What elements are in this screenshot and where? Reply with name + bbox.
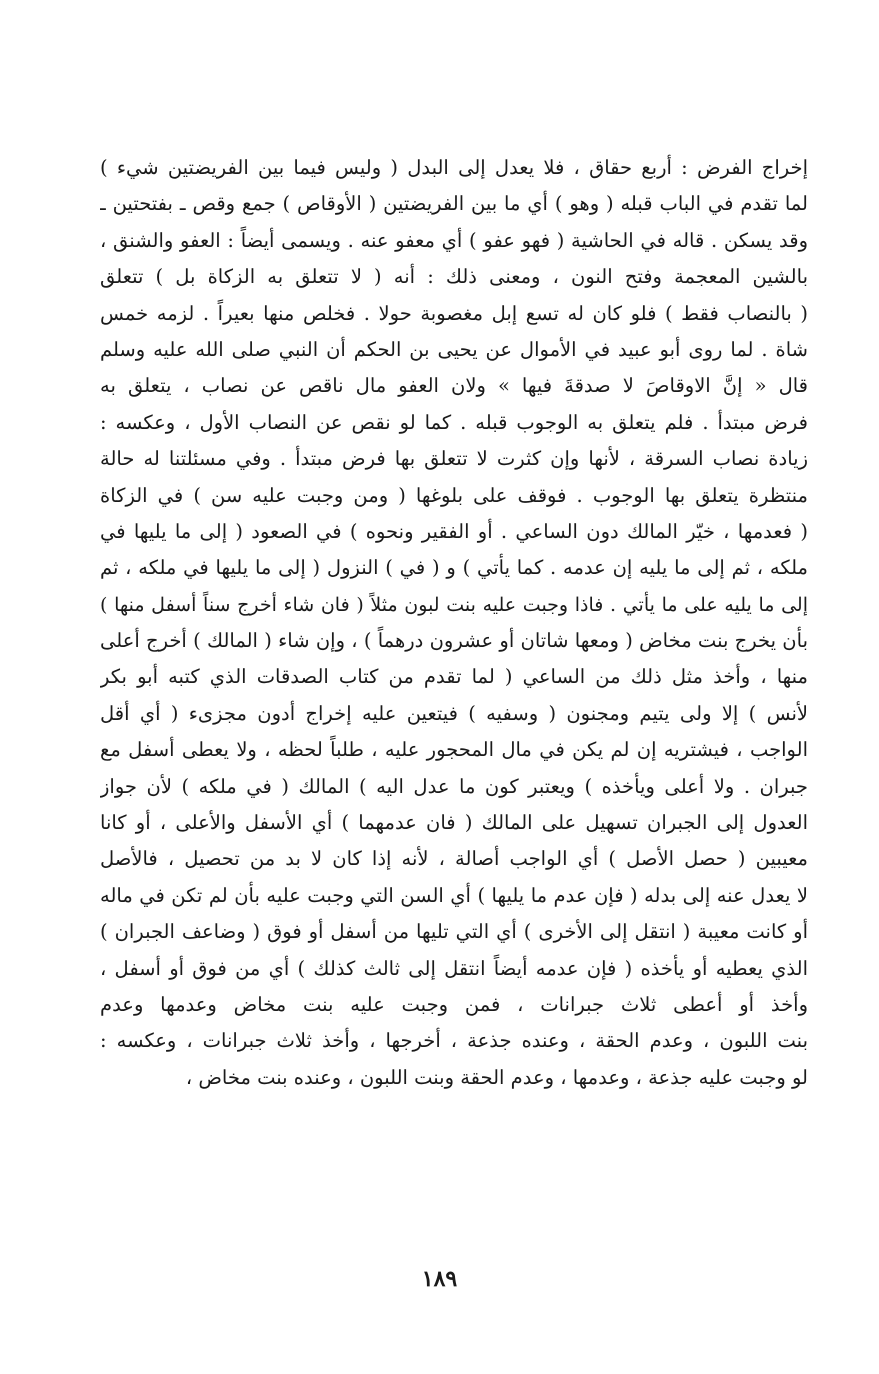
text-line: إخراج الفرض : أربع حقاق ، فلا يعدل إلى البدل ( وليس فيما بين الفريضتين شيء ) <box>100 156 808 179</box>
text-line: جبران . ولا أعلى ويأخذه ) ويعتبر كون ما عدل اليه ) المالك ( في ملكه ) لأن جواز <box>100 774 808 798</box>
text-line: ( فعدمها ، خيّر المالك دون الساعي . أو الفقير ونحوه ) في الصعود ( إلى ما يليها في <box>100 519 808 543</box>
text-line: العدول إلى الجبران تسهيل على المالك ( فان عدمهما ) أي الأسفل والأعلى ، أو كانا <box>100 811 808 835</box>
body-text <box>100 150 808 1096</box>
text-line: زيادة نصاب السرقة ، لأنها وإن كثرت لا تتعلق بها فرض مبتدأ . وفي مسئلتنا له حالة <box>100 447 808 471</box>
text-line: الذي يعطيه أو يأخذه ( فإن عدمه أيضاً انتقل إلى ثالث كذلك ) أي من فوق أو أسفل ، <box>100 956 808 980</box>
text-line: منها ، وأخذ مثل ذلك من الساعي ( لما تقدم من كتاب الصدقات الذي كتبه أبو بكر <box>100 665 808 689</box>
text-line: ملكه ، ثم إلى ما يليه إن عدمه . كما يأتي ) و ( في ) النزول ( إلى ما يليها في ملكه ، ثم <box>100 556 808 580</box>
text-line: بالشين المعجمة وفتح النون ، ومعنى ذلك : أنه ( لا تتعلق به الزكاة بل ) تتعلق <box>100 265 808 289</box>
text-line: قال « إنَّ الاوقاصَ لا صدقةَ فيها » ولان العفو مال ناقص عن نصاب ، يتعلق به <box>100 374 808 398</box>
text-line: لأنس ) إلا ولى يتيم ومجنون ( وسفيه ) فيتعين عليه إخراج أدون مجزىء ( أي أقل <box>100 701 808 725</box>
text-line: وقد يسكن . قاله في الحاشية ( فهو عفو ) أي معفو عنه . ويسمى أيضاً : العفو والشنق ، <box>100 228 808 252</box>
page-number: ١٨٩ <box>421 1266 458 1292</box>
text-line: بنت اللبون ، وعدم الحقة ، وعنده جذعة ، أخرجها ، وأخذ ثلاث جبرانات ، وعكسه : <box>100 1029 808 1053</box>
text-line: لما تقدم في الباب قبله ( وهو ) أي ما بين الفريضتين ( الأوقاص ) جمع وقص ـ بفتحتين ـ <box>100 192 808 216</box>
text-line: إلى ما يليه على ما يأتي . فاذا وجبت عليه بنت لبون مثلاً ( فان شاء أخرج سناً أسفل منها ) <box>100 593 808 616</box>
text-line: وأخذ أو أعطى ثلاث جبرانات ، فمن وجبت عليه بنت مخاض وعدمها وعدم <box>100 992 808 1016</box>
text-line: الواجب ، فيشتريه إن لم يكن في مال المحجور عليه ، طلباً لحظه ، ولا يعطى أسفل مع <box>100 738 808 762</box>
text-line: أو كانت معيبة ( انتقل إلى الأخرى ) أي التي تليها من أسفل أو فوق ( وضاعف الجبران ) <box>100 920 808 944</box>
text-line: لو وجبت عليه جذعة ، وعدمها ، وعدم الحقة وبنت اللبون ، وعنده بنت مخاض ، <box>185 1065 808 1089</box>
text-line: معيبين ( حصل الأصل ) أي الواجب أصالة ، لأنه إذا كان لا بد من تحصيل ، فالأصل <box>100 847 808 871</box>
text-line: منتظرة يتعلق بها الوجوب . فوقف على بلوغها ( ومن وجبت عليه سن ) في الزكاة <box>100 483 808 507</box>
text-line: ( بالنصاب فقط ) فلو كان له تسع إبل مغصوبة حولا . فخلص منها بعيراً . لزمه خمس <box>100 301 808 325</box>
text-line: لا يعدل عنه إلى بدله ( فإن عدم ما يليها ) أي السن التي وجبت عليه بأن لم تكن في ماله <box>100 883 808 907</box>
text-line: بأن يخرج بنت مخاض ( ومعها شاتان أو عشرون درهماً ) ، وإن شاء ( المالك ) أخرج أعلى <box>100 629 808 653</box>
text-line: فرض مبتدأ . فلم يتعلق به الوجوب قبله . كما لو نقص عن النصاب الأول ، وعكسه : <box>100 410 808 434</box>
text-line: شاة . لما روى أبو عبيد في الأموال عن يحيى بن الحكم أن النبي صلى الله عليه وسلم <box>100 337 808 361</box>
